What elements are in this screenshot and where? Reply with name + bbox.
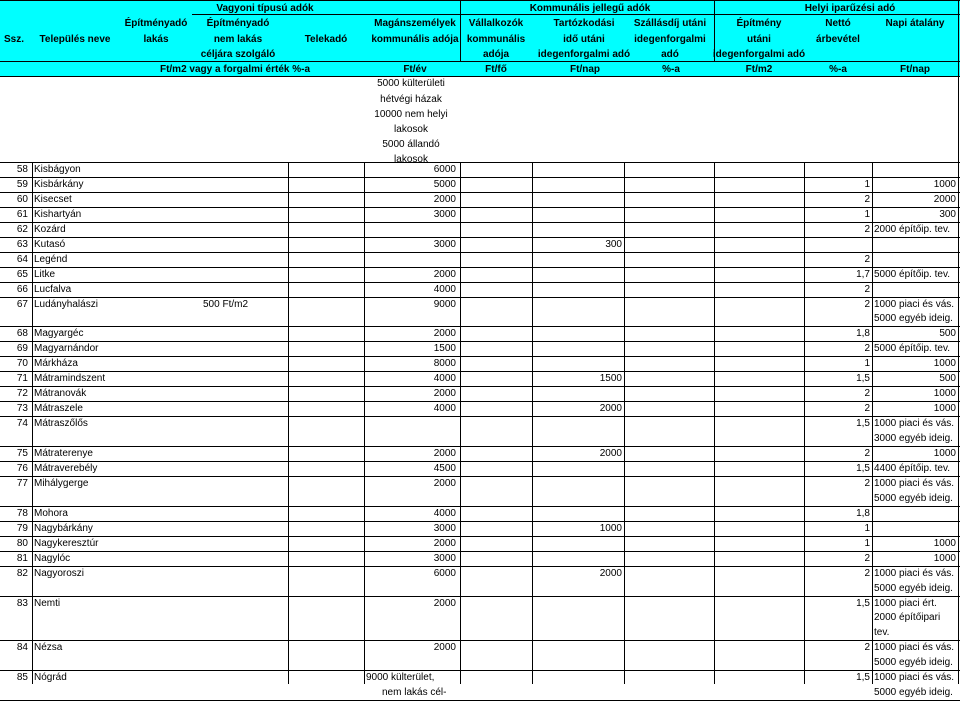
cell-telepules: Kisbágyon <box>34 164 81 175</box>
grid-line <box>288 162 289 684</box>
col-telepules: Település neve <box>39 34 111 45</box>
col-tartozkodasi-3: idegenforgalmi adó <box>537 49 631 60</box>
cell-netto: 2 <box>864 388 870 399</box>
cell-netto: 2 <box>864 568 870 579</box>
row-line <box>0 640 960 641</box>
cell-maganszemelyek: 4000 <box>433 373 456 384</box>
cell-netto: 2 <box>864 254 870 265</box>
cell-netto: 1,5 <box>856 672 870 683</box>
cell-telepules: Kozárd <box>34 224 66 235</box>
cell-netto: 2 <box>864 553 870 564</box>
unit-epitmeny-idegen: Ft/m2 <box>745 64 773 75</box>
cell-napi: 1000 piaci és vás. <box>874 642 955 653</box>
intro-line: 5000 külterületi <box>377 78 445 89</box>
cell-ssz: 69 <box>16 343 28 354</box>
col-maganszemelyek-2: kommunális adója <box>371 34 459 45</box>
row-line <box>0 282 960 283</box>
group-vagyoni: Vagyoni típusú adók <box>216 3 314 14</box>
cell-ssz: 58 <box>16 164 28 175</box>
row-line <box>0 461 960 462</box>
grid-line <box>532 162 533 684</box>
cell-ssz: 70 <box>16 358 28 369</box>
cell-telepules: Mátraszőlős <box>34 418 88 429</box>
cell-napi: 1000 piaci és vás. <box>874 478 955 489</box>
cell-napi: 5000 építőip. tev. <box>874 269 950 280</box>
cell-napi: 5000 egyéb ideig. <box>874 583 953 594</box>
cell-maganszemelyek: 4000 <box>433 508 456 519</box>
cell-telepules: Lucfalva <box>34 284 72 295</box>
col-ssz: Ssz. <box>4 34 25 45</box>
cell-ssz: 77 <box>16 478 28 489</box>
col-szallasdij-3: adó <box>661 49 679 60</box>
group-kommunalis: Kommunális jellegű adók <box>529 3 651 14</box>
cell-netto: 1,8 <box>856 328 870 339</box>
grid-line <box>958 0 959 684</box>
cell-netto: 1,7 <box>856 269 870 280</box>
cell-ssz: 59 <box>16 179 28 190</box>
cell-telepules: Mátraterenye <box>34 448 93 459</box>
cell-netto: 1,5 <box>856 373 870 384</box>
cell-ssz: 78 <box>16 508 28 519</box>
unit-tartozkodasi: Ft/nap <box>570 64 600 75</box>
col-telekado: Telekadó <box>304 34 348 45</box>
intro-line: hétvégi házak <box>380 94 442 105</box>
row-line <box>0 341 960 342</box>
row-line <box>0 670 960 671</box>
cell-napi: 1000 <box>933 179 956 190</box>
cell-maganszemelyek: 4000 <box>433 284 456 295</box>
grid-line <box>32 162 33 684</box>
cell-napi: 5000 egyéb ideig. <box>874 687 953 698</box>
cell-napi: 2000 építőip. tev. <box>874 224 950 235</box>
cell-netto: 1 <box>864 538 870 549</box>
cell-ssz: 61 <box>16 209 28 220</box>
cell-netto: 2 <box>864 448 870 459</box>
cell-maganszemelyek: 4500 <box>433 463 456 474</box>
cell-napi: 500 <box>939 373 956 384</box>
row-line <box>0 521 960 522</box>
cell-maganszemelyek: 6000 <box>433 164 456 175</box>
cell-ssz: 73 <box>16 403 28 414</box>
header-line <box>0 76 960 77</box>
cell-napi: 4400 építőip. tev. <box>874 463 950 474</box>
col-epitmenyado-nemlakas-1: Építményadó <box>206 18 270 29</box>
cell-ssz: 75 <box>16 448 28 459</box>
cell-telepules: Mohora <box>34 508 68 519</box>
cell-vallalkozok: 300 <box>605 239 622 250</box>
cell-netto: 1 <box>864 209 870 220</box>
cell-telepules: Legénd <box>34 254 68 265</box>
row-line <box>0 371 960 372</box>
cell-vallalkozok: 1000 <box>599 523 622 534</box>
row-line <box>0 326 960 327</box>
cell-maganszemelyek: 2000 <box>433 269 456 280</box>
col-maganszemelyek-1: Magánszemélyek <box>374 18 456 29</box>
cell-ssz: 62 <box>16 224 28 235</box>
cell-napi: 1000 piaci és vás. <box>874 299 955 310</box>
intro-line: 5000 állandó <box>382 139 440 150</box>
row-line <box>0 506 960 507</box>
cell-napi: 5000 építőip. tev. <box>874 343 950 354</box>
cell-ssz: 66 <box>16 284 28 295</box>
col-szallasdij-1: Szállásdíj utáni <box>633 18 707 29</box>
cell-telepules: Mátramindszent <box>34 373 106 384</box>
row-line <box>0 386 960 387</box>
cell-ssz: 80 <box>16 538 28 549</box>
cell-vallalkozok: 1500 <box>599 373 622 384</box>
cell-telepules: Nagyoroszi <box>34 568 85 579</box>
cell-napi: 1000 piaci és vás. <box>874 672 955 683</box>
cell-telepules: Mátraverebély <box>34 463 98 474</box>
row-line <box>0 162 960 163</box>
unit-napi: Ft/nap <box>900 64 930 75</box>
cell-ssz: 79 <box>16 523 28 534</box>
cell-napi: 1000 <box>933 403 956 414</box>
header-line <box>0 61 960 62</box>
cell-telepules: Kisecset <box>34 194 72 205</box>
col-vallalkozok-2: kommunális <box>466 34 526 45</box>
cell-telepules: Mátraszele <box>34 403 83 414</box>
cell-napi: 5000 egyéb ideig. <box>874 493 953 504</box>
cell-telepules: Kishartyán <box>34 209 82 220</box>
cell-ssz: 67 <box>16 299 28 310</box>
cell-maganszemelyek: 9000 <box>433 299 456 310</box>
cell-maganszemelyek: 2000 <box>433 598 456 609</box>
row-line <box>0 566 960 567</box>
cell-netto: 1,5 <box>856 598 870 609</box>
cell-maganszemelyek: 8000 <box>433 358 456 369</box>
grid-line <box>624 162 625 684</box>
row-line <box>0 252 960 253</box>
cell-ssz: 74 <box>16 418 28 429</box>
intro-line: lakosok <box>394 124 428 135</box>
cell-ssz: 65 <box>16 269 28 280</box>
col-epitmeny-utani-1: Építmény <box>736 18 782 29</box>
cell-ssz: 72 <box>16 388 28 399</box>
cell-napi: 500 <box>939 328 956 339</box>
cell-ssz: 84 <box>16 642 28 653</box>
cell-maganszemelyek: 3000 <box>433 239 456 250</box>
cell-netto: 2 <box>864 642 870 653</box>
cell-netto: 1,5 <box>856 418 870 429</box>
cell-telepules: Kisbárkány <box>34 179 84 190</box>
cell-netto: 2 <box>864 194 870 205</box>
unit-szallasdij: %-a <box>662 64 680 75</box>
cell-napi: 300 <box>939 209 956 220</box>
unit-vallalkozo: Ft/fő <box>485 64 507 75</box>
col-netto-2: árbevétel <box>816 34 860 45</box>
cell-maganszemelyek: 2000 <box>433 478 456 489</box>
cell-maganszemelyek: 3000 <box>433 553 456 564</box>
cell-netto: 2 <box>864 284 870 295</box>
cell-telepules: Márkháza <box>34 358 78 369</box>
cell-telepules: Nemti <box>34 598 61 609</box>
cell-napi: 1000 <box>933 388 956 399</box>
cell-napi: 1000 piaci és vás. <box>874 568 955 579</box>
cell-maganszemelyek: nem lakás cél- <box>382 687 447 698</box>
cell-napi: 1000 <box>933 358 956 369</box>
cell-nemlakas: 500 Ft/m2 <box>203 299 249 310</box>
col-epitmenyado-nemlakas-2: nem lakás <box>213 34 263 45</box>
row-line <box>0 177 960 178</box>
cell-maganszemelyek: 3000 <box>433 523 456 534</box>
cell-napi: 3000 egyéb ideig. <box>874 433 953 444</box>
col-tartozkodasi-1: Tartózkodási <box>553 18 615 29</box>
cell-napi: 5000 egyéb ideig. <box>874 313 953 324</box>
cell-telepules: Nézsa <box>34 642 63 653</box>
cell-ssz: 82 <box>16 568 28 579</box>
row-line <box>0 596 960 597</box>
row-line <box>0 207 960 208</box>
row-line <box>0 222 960 223</box>
cell-ssz: 81 <box>16 553 28 564</box>
row-line <box>0 356 960 357</box>
cell-telepules: Nagykeresztúr <box>34 538 99 549</box>
cell-maganszemelyek: 3000 <box>433 209 456 220</box>
cell-napi: 1000 <box>933 553 956 564</box>
cell-napi: 5000 egyéb ideig. <box>874 657 953 668</box>
cell-telepules: Litke <box>34 269 56 280</box>
grid-line <box>872 162 873 684</box>
unit-telek: Ft/év <box>403 64 427 75</box>
cell-napi: 1000 piaci ért. <box>874 598 937 609</box>
intro-line: lakosok <box>394 154 428 165</box>
cell-napi: tev. <box>874 627 890 638</box>
cell-maganszemelyek: 2000 <box>433 388 456 399</box>
cell-ssz: 64 <box>16 254 28 265</box>
cell-vallalkozok: 2000 <box>599 568 622 579</box>
col-epitmenyado-nemlakas-3: céljára szolgáló <box>200 49 276 60</box>
cell-ssz: 76 <box>16 463 28 474</box>
cell-ssz: 71 <box>16 373 28 384</box>
cell-telepules: Ludányhalászi <box>34 299 98 310</box>
cell-netto: 1,5 <box>856 463 870 474</box>
cell-ssz: 63 <box>16 239 28 250</box>
row-line <box>0 267 960 268</box>
cell-netto: 2 <box>864 343 870 354</box>
cell-maganszemelyek: 2000 <box>433 448 456 459</box>
cell-napi: 2000 <box>933 194 956 205</box>
grid-line <box>714 162 715 684</box>
cell-netto: 2 <box>864 478 870 489</box>
cell-telepules: Kutasó <box>34 239 66 250</box>
cell-napi: 1000 piaci és vás. <box>874 418 955 429</box>
cell-telepules: Magyarnándor <box>34 343 99 354</box>
cell-vallalkozok: 2000 <box>599 403 622 414</box>
cell-maganszemelyek: 5000 <box>433 179 456 190</box>
cell-napi: 2000 építőipari <box>874 612 941 623</box>
row-line <box>0 401 960 402</box>
row-line <box>0 446 960 447</box>
unit-epitmeny: Ft/m2 vagy a forgalmi érték %-a <box>159 64 311 75</box>
cell-maganszemelyek: 6000 <box>433 568 456 579</box>
cell-maganszemelyek: 1500 <box>433 343 456 354</box>
cell-maganszemelyek: 2000 <box>433 194 456 205</box>
col-tartozkodasi-2: idő utáni <box>563 34 605 45</box>
col-netto-1: Nettó <box>825 18 851 29</box>
row-line <box>0 237 960 238</box>
cell-napi: 1000 <box>933 538 956 549</box>
row-line <box>0 476 960 477</box>
intro-line: 10000 nem helyi <box>374 109 448 120</box>
grid-line <box>804 162 805 684</box>
cell-telepules: Nagylóc <box>34 553 71 564</box>
cell-ssz: 68 <box>16 328 28 339</box>
cell-telepules: Mátranovák <box>34 388 87 399</box>
cell-telepules: Nagybárkány <box>34 523 93 534</box>
cell-netto: 2 <box>864 224 870 235</box>
col-epitmenyado-lakas-1: Építményadó <box>124 18 188 29</box>
header-line <box>0 0 960 1</box>
cell-telepules: Magyargéc <box>34 328 84 339</box>
cell-netto: 1,8 <box>856 508 870 519</box>
cell-maganszemelyek: 4000 <box>433 403 456 414</box>
cell-maganszemelyek: 9000 külterület, <box>366 672 435 683</box>
grid-line <box>364 162 365 684</box>
cell-maganszemelyek: 2000 <box>433 642 456 653</box>
unit-netto: %-a <box>829 64 847 75</box>
cell-netto: 1 <box>864 358 870 369</box>
group-helyi: Helyi iparűzési adó <box>804 3 896 14</box>
cell-netto: 1 <box>864 523 870 534</box>
row-line <box>0 297 960 298</box>
cell-telepules: Nógrád <box>34 672 67 683</box>
cell-napi: 1000 <box>933 448 956 459</box>
col-vallalkozok-1: Vállalkozók <box>468 18 524 29</box>
row-line <box>0 192 960 193</box>
cell-telepules: Mihálygerge <box>34 478 89 489</box>
col-szallasdij-2: idegenforgalmi <box>634 34 706 45</box>
cell-maganszemelyek: 2000 <box>433 538 456 549</box>
cell-vallalkozok: 2000 <box>599 448 622 459</box>
cell-ssz: 60 <box>16 194 28 205</box>
col-vallalkozok-3: adója <box>482 49 510 60</box>
cell-netto: 2 <box>864 403 870 414</box>
col-epitmeny-utani-2: utáni <box>747 34 771 45</box>
col-epitmenyado-lakas-2: lakás <box>143 34 169 45</box>
cell-netto: 1 <box>864 179 870 190</box>
row-line <box>0 551 960 552</box>
row-line <box>0 536 960 537</box>
row-line <box>0 416 960 417</box>
col-napi: Napi átalány <box>885 18 945 29</box>
grid-line <box>460 162 461 684</box>
cell-ssz: 85 <box>16 672 28 683</box>
cell-netto: 2 <box>864 299 870 310</box>
cell-maganszemelyek: 2000 <box>433 328 456 339</box>
col-epitmeny-utani-3: idegenforgalmi adó <box>712 49 806 60</box>
cell-ssz: 83 <box>16 598 28 609</box>
